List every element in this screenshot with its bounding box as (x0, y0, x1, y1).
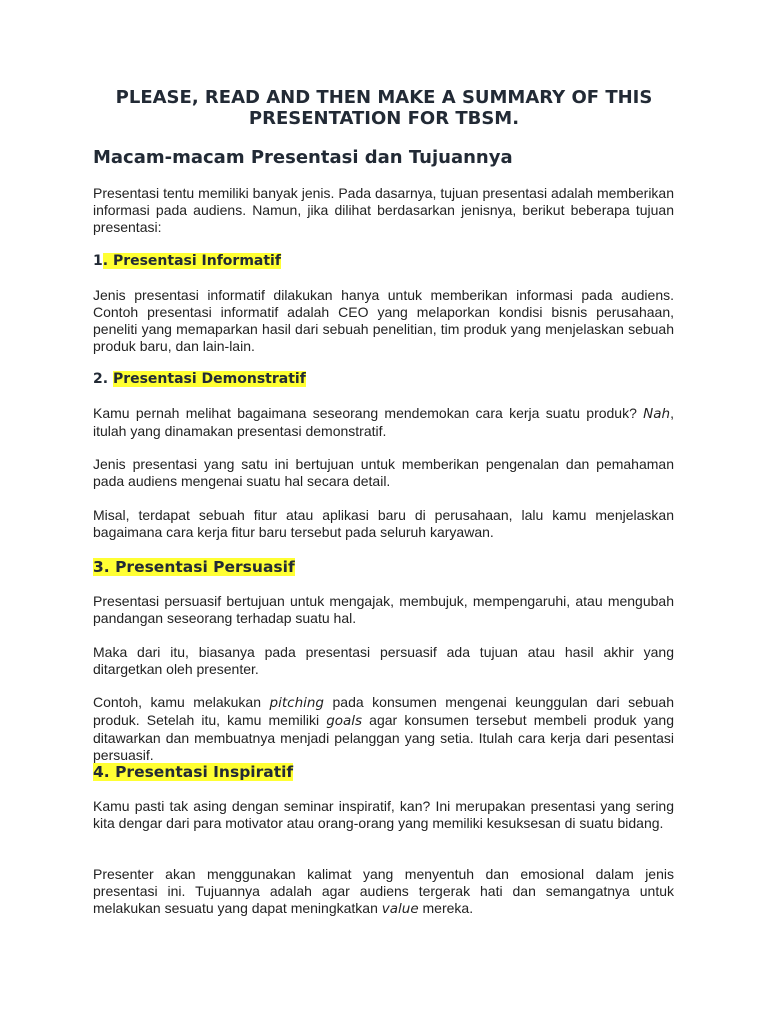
text-run: Presenter akan menggunakan kalimat yang menyentuh dan emosional dalam jenis presentasi ini. Tujuannya adalah agar audiens tergerak hati dan semangatnya untuk melakukan sesuatu yang dapat meningkatkan (93, 866, 674, 916)
document-title: PLEASE, READ AND THEN MAKE A SUMMARY OF THIS PRESENTATION FOR TBSM. (115, 87, 653, 129)
text-run: , itulah yang dinamakan presentasi demonstratif. (93, 405, 674, 439)
text-run: Contoh, kamu melakukan (93, 694, 270, 710)
section-2-number: 2. (93, 371, 113, 387)
text-run: agar konsumen tersebut membeli produk yang ditawarkan dan membuatnya menjadi pelanggan yang setia. Itulah cara kerja dari pesentasi persuasif. (93, 712, 674, 763)
section-2-heading (93, 370, 306, 388)
section-2-paragraph-1 (93, 405, 674, 440)
main-heading: Macam-macam Presentasi dan Tujuannya (93, 147, 513, 168)
section-3-heading (93, 557, 295, 577)
text-run: mereka. (418, 900, 474, 916)
section-2-paragraph-3: Misal, terdapat sebuah fitur atau aplikasi baru di perusahaan, lalu kamu menjelaskan bagaimana cara kerja fitur baru tersebut pada seluruh karyawan. (93, 507, 674, 540)
italic-run: value (381, 901, 419, 917)
section-3-paragraph-2: Maka dari itu, biasanya pada presentasi persuasif ada tujuan atau hasil akhir yang ditargetkan oleh presenter. (93, 644, 674, 677)
italic-run: Nah (643, 406, 671, 422)
section-2-paragraph-2: Jenis presentasi yang satu ini bertujuan untuk memberikan pengenalan dan pemahaman pada audiens mengenai suatu hal secara detail. (93, 456, 674, 489)
section-4-paragraph-1: Kamu pasti tak asing dengan seminar inspiratif, kan? Ini merupakan presentasi yang sering kita dengar dari para motivator atau orang-orang yang memiliki kesuksesan di suatu bidang. (93, 798, 674, 831)
section-1-title: . Presentasi Informatif (102, 253, 281, 269)
text-run: Kamu pernah melihat bagaimana seseorang mendemokan cara kerja suatu produk? (93, 405, 644, 421)
section-4-title: 4. Presentasi Inspiratif (93, 763, 294, 781)
section-3-title: 3. Presentasi Persuasif (93, 558, 295, 576)
section-3-paragraph-3 (93, 694, 674, 764)
italic-run: goals (326, 713, 363, 729)
section-2-title: Presentasi Demonstratif (112, 371, 306, 387)
text-run: pada konsumen mengenai keunggulan dari sebuah produk. Setelah itu, kamu memiliki (93, 694, 674, 728)
section-4-heading (93, 762, 293, 782)
section-1-paragraph: Jenis presentasi informatif dilakukan hanya untuk memberikan informasi pada audiens. Contoh presentasi informatif adalah CEO yang melaporkan kondisi bisnis perusahaan, peneliti yang memaparkan hasil dari sebuah penelitian, tim produk yang menjelaskan sebuah produk baru, dan lain-lain. (93, 287, 674, 354)
section-4-paragraph-2 (93, 866, 674, 918)
section-1-heading (93, 252, 281, 270)
intro-paragraph: Presentasi tentu memiliki banyak jenis. Pada dasarnya, tujuan presentasi adalah memberikan informasi pada audiens. Namun, jika dilihat berdasarkan jenisnya, berikut beberapa tujuan presentasi: (93, 185, 674, 235)
section-3-paragraph-1: Presentasi persuasif bertujuan untuk mengajak, membujuk, mempengaruhi, atau mengubah pandangan seseorang terhadap suatu hal. (93, 593, 674, 626)
section-1-number: 1 (93, 253, 103, 269)
italic-run: pitching (269, 695, 324, 711)
